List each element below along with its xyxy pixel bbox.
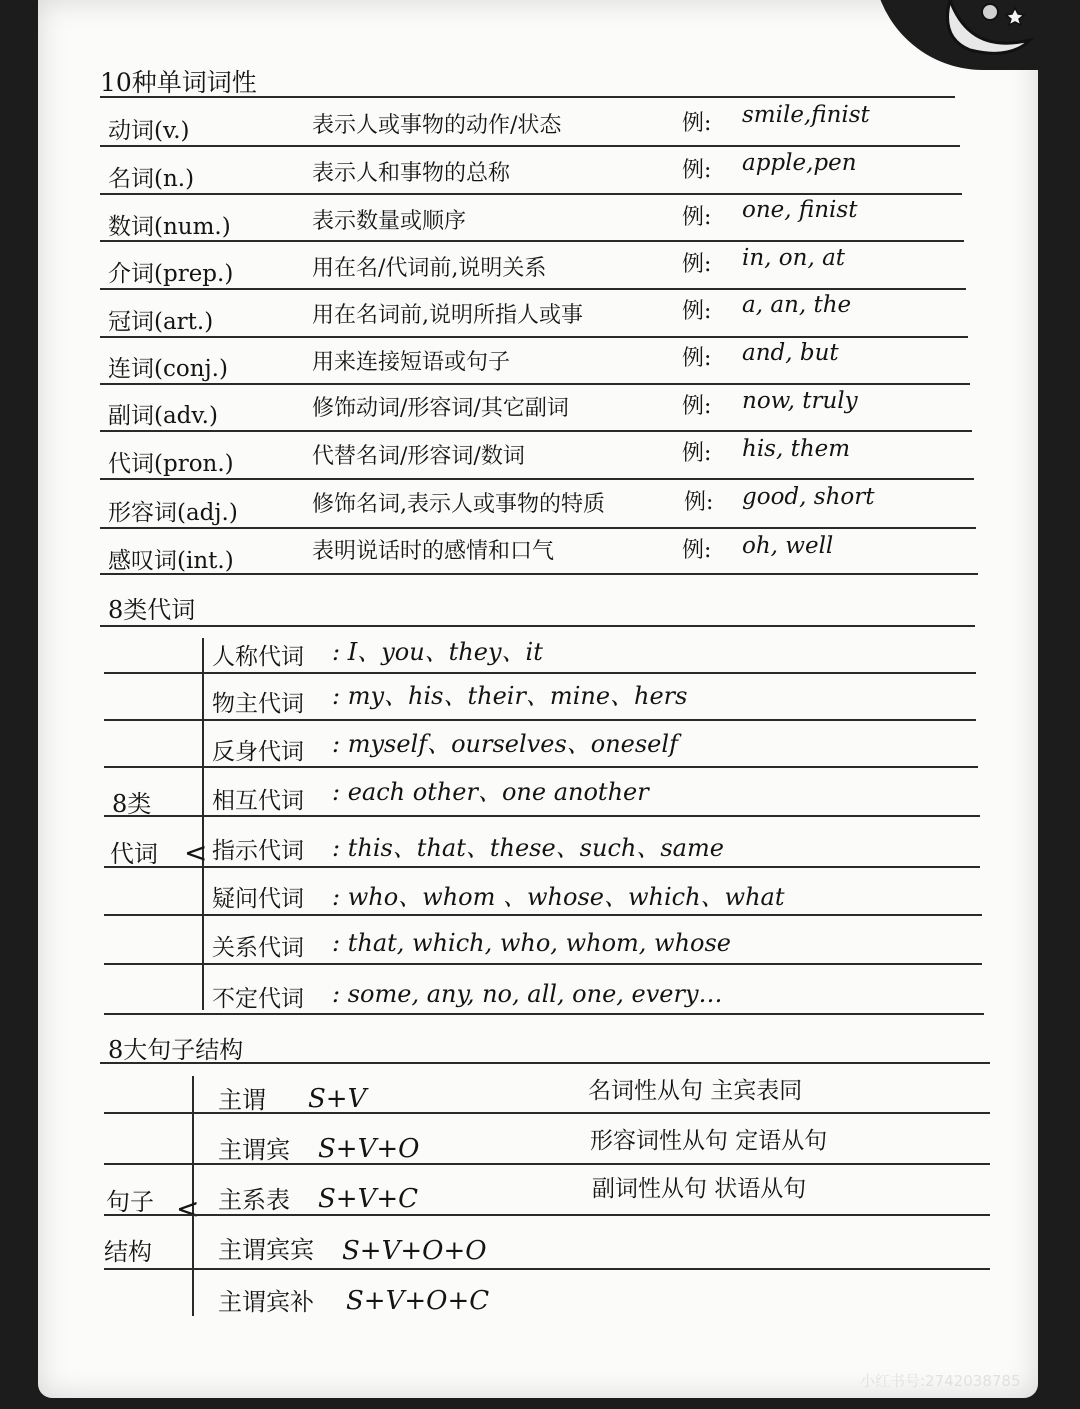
rule-line [100,1062,990,1064]
pronoun-examples: : this、that、these、such、same [332,834,724,862]
example-label: 例: [682,538,712,563]
word-class-name: 介词(prep.) [108,261,234,287]
pronoun-examples: : that, which, who, whom, whose [332,929,731,957]
pronoun-group-label-2: 代词 [110,840,158,868]
sentence-formula: S+V+O+O [342,1236,487,1266]
word-class-example: smile,finist [742,102,870,128]
pronoun-examples: : my、his、their、mine、hers [332,682,688,710]
sentence-type: 主谓 [218,1086,266,1114]
word-class-example: and, but [742,340,839,366]
rule-line [104,866,980,868]
sentence-type: 主谓宾 [218,1136,290,1164]
sentence-formula: S+V+C [318,1184,419,1214]
pronoun-type: 关系代词 [212,935,304,961]
pronoun-examples: : myself、ourselves、oneself [332,730,678,758]
word-class-desc: 用在名词前,说明所指人或事 [312,303,583,328]
word-class-example: apple,pen [742,150,857,176]
sentence-type: 主谓宾宾 [218,1236,314,1264]
pronoun-group-bracket [202,638,204,1010]
word-class-example: good, short [742,484,875,510]
pronoun-examples: : who、whom 、whose、which、what [332,883,785,911]
pronoun-examples: : I、you、they、it [332,638,543,666]
sentence-formula: S+V [308,1084,367,1114]
word-class-name: 数词(num.) [108,214,231,240]
rule-line [100,625,975,627]
example-label: 例: [684,490,714,515]
rule-line [104,1214,990,1216]
rule-line [104,914,982,916]
rule-line [100,96,955,98]
pronoun-type: 物主代词 [212,691,304,717]
rule-line [104,815,980,817]
rule-line [100,383,970,385]
rule-line [100,527,976,529]
sentence-note: 名词性从句 主宾表同 [588,1078,803,1104]
word-class-name: 名词(n.) [108,166,195,192]
pronoun-type: 反身代词 [212,739,304,765]
word-class-name: 冠词(art.) [108,309,214,335]
sentence-formula: S+V+O+C [346,1286,490,1316]
rule-line [100,193,962,195]
sentences-title: 8大句子结构 [108,1036,244,1064]
example-label: 例: [682,252,712,277]
sentence-type: 主谓宾补 [218,1288,314,1316]
word-class-desc: 用在名/代词前,说明关系 [312,256,547,281]
pronoun-type: 相互代词 [212,788,304,814]
example-label: 例: [682,441,712,466]
word-class-desc: 代替名词/形容词/数词 [312,444,525,469]
word-class-example: now, truly [742,388,858,414]
word-class-desc: 表示数量或顺序 [312,209,467,234]
word-class-name: 形容词(adj.) [108,500,238,526]
rule-line [100,573,978,575]
rule-line [100,240,964,242]
watermark: 小红书号:2742038785 [860,1372,1021,1390]
example-label: 例: [682,205,712,230]
word-class-example: his, them [742,436,851,462]
rule-line [100,145,960,147]
rule-line [104,1163,990,1165]
rule-line [104,766,978,768]
sentence-formula: S+V+O [318,1134,420,1164]
example-label: 例: [682,346,712,371]
example-label: 例: [682,158,712,183]
pronouns-title: 8类代词 [108,596,196,624]
example-label: 例: [682,299,712,324]
rule-line [104,1268,990,1270]
bracket-point-icon: < [176,1192,200,1225]
rule-line [104,1112,990,1114]
word-class-name: 动词(v.) [108,118,190,144]
pronoun-type: 不定代词 [212,986,304,1012]
pronoun-examples: : each other、one another [332,778,649,806]
rule-line [104,1013,984,1015]
sentence-type: 主系表 [218,1186,290,1214]
sentence-group-label-2: 结构 [104,1238,152,1266]
rule-line [104,672,976,674]
rule-line [100,430,972,432]
moon-sticker-icon [930,0,1050,60]
word-classes-title: 10种单词词性 [100,68,257,97]
pronoun-group-label-1: 8类 [112,790,152,818]
bracket-point-icon: < [184,836,208,869]
word-class-desc: 用来连接短语或句子 [312,350,511,375]
rule-line [100,478,974,480]
sentence-note: 形容词性从句 定语从句 [590,1128,828,1154]
pronoun-type: 疑问代词 [212,886,304,912]
word-class-name: 连词(conj.) [108,356,228,382]
word-class-name: 副词(adv.) [108,403,218,429]
word-class-example: one, finist [742,197,858,223]
example-label: 例: [682,111,712,136]
word-class-desc: 修饰动词/形容词/其它副词 [312,396,569,421]
word-class-example: in, on, at [742,245,846,271]
word-class-desc: 修饰名词,表示人或事物的特质 [312,492,605,517]
pronoun-examples: : some, any, no, all, one, every… [332,980,723,1008]
example-label: 例: [682,394,712,419]
word-class-name: 感叹词(int.) [108,548,234,574]
pronoun-type: 指示代词 [212,838,304,864]
word-class-desc: 表明说话时的感情和口气 [312,539,555,564]
word-class-desc: 表示人和事物的总称 [312,161,511,186]
rule-line [100,288,966,290]
rule-line [104,963,982,965]
word-class-desc: 表示人或事物的动作/状态 [312,113,562,138]
sentence-group-label-1: 句子 [106,1188,154,1216]
pronoun-type: 人称代词 [212,644,304,670]
rule-line [100,336,968,338]
word-class-example: a, an, the [742,292,852,318]
word-class-example: oh, well [742,533,834,559]
rule-line [104,719,976,721]
sentence-note: 副词性从句 状语从句 [592,1176,807,1202]
word-class-name: 代词(pron.) [108,451,234,477]
